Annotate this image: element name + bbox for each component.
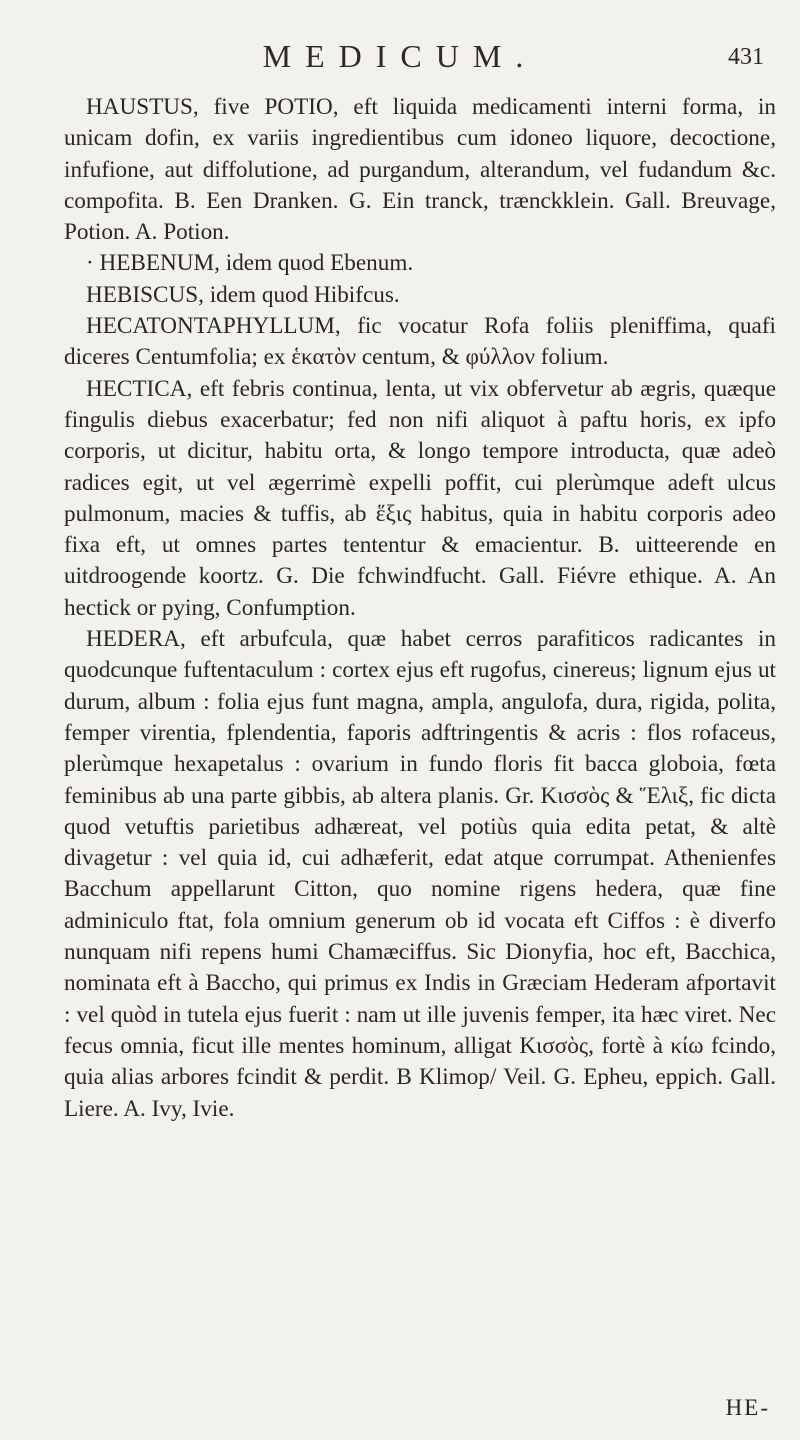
entry-hebenum: · HEBENUM, idem quod Ebenum. bbox=[86, 250, 414, 277]
running-head: MEDICUM. bbox=[262, 38, 538, 74]
entry-hectica: HECTICA, eft febris continua, lenta, ut vix obfervetur ab ægris, quæque fingulis diebus exacerbatur; fed non nifi aliquot à paftu horis, ex ipfo corporis, ut dicitur, habitu orta, & longo tempore introducta, quæ adeò radices egit, ut vel ægerrimè expelli poffit, cui plerùmque adeft ulcus pulmonum, macies & tuffis, ab ἕξις habitus, quia in habitu corporis adeo fixa eft, ut omnes partes tententur & emacientur. B. uitteerende en uitdroogende koortz. G. Die fchwindfucht. Gall. Fiévre ethique. A. An hectick or pying, Confumption. bbox=[64, 375, 776, 621]
page-number: 431 bbox=[728, 44, 764, 70]
entry-haustus: HAUSTUS, five POTIO, eft liquida medicamenti interni forma, in unicam dofin, ex variis ingredientibus cum idoneo liquore, decoctione, infufione, aut diffolutione, ad purgandum, alterandum, vel fudandum &c. compofita. B. Een Dranken. G. Ein tranck, trænckklein. Gall. Breuvage, Potion. A. Potion. bbox=[64, 94, 776, 246]
entry-hebiscus: HEBISCUS, idem quod Hibifcus. bbox=[86, 281, 400, 308]
page-header bbox=[0, 38, 800, 78]
catchword: HE- bbox=[725, 1395, 770, 1420]
entry-hecatontaphyllum: HECATONTAPHYLLUM, fic vocatur Rofa foliis pleniffima, quafi diceres Centumfolia; ex ἑκατὸν centum, & φύλλον folium. bbox=[64, 313, 776, 371]
dictionary-body bbox=[64, 92, 776, 1125]
entry-hedera: HEDERA, eft arbufcula, quæ habet cerros parafiticos radicantes in quodcunque fuftentaculum : cortex ejus eft rugofus, cinereus; lignum ejus ut durum, album : folia ejus funt magna, ampla, angulofa, dura, rigida, polita, femper virentia, fplendentia, faporis adftringentis & acris : flos rofaceus, plerùmque hexapetalus : ovarium in fundo floris fit bacca globoia, fœta feminibus ab una parte gibbis, ab altera planis. Gr. Κισσὸς & Ἕλιξ, fic dicta quod vetuftis parietibus adhæreat, vel potiùs quia edita petat, & altè divagetur : vel quia id, cui adhæferit, edat atque corrumpat. Athenienfes Bacchum appellarunt Citton, quo nomine rigens hedera, quæ fine adminiculo ftat, fola omnium generum ob id vocata eft Ciffos : è diverfo nunquam nifi repens humi Chamæciffus. Sic Dionyfia, hoc eft, Bacchica, nominata eft à Baccho, qui primus ex Indis in Græciam Hederam afportavit : vel quòd in tutela ejus fuerit : nam ut ille juvenis femper, ita hæc viret. Nec fecus omnia, ficut ille mentes hominum, alligat Κισσὸς, fortè à κίω fcindo, quia alias arbores fcindit & perdit. B Klimop/ Veil. G. Epheu, eppich. Gall. Liere. A. Ivy, Ivie. bbox=[64, 626, 776, 1122]
